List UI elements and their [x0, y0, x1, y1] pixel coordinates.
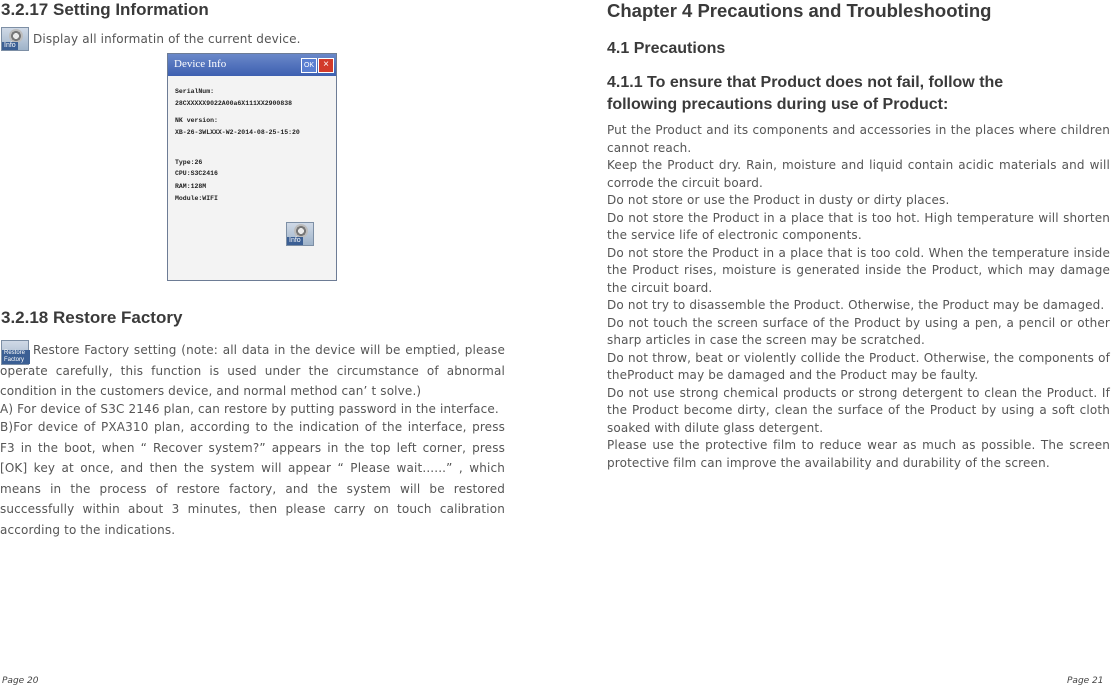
- page-number-right: Page 21: [1067, 676, 1104, 686]
- precaution-item: Keep the Product dry. Rain, moisture and liquid contain acidic materials and will corrode the circuit board.: [607, 158, 1110, 190]
- restore-factory-item-b: B)For device of PXA310 plan, according to the indication of the interface, press F3 in the boot, when “ Recover system?” appears in the top left corner, press [OK] key at once, and then the system will appear “ Please wait......” , which means in the process of restore factory, and the system will be restored successfully within about 3 minutes, then please carry on touch calibration according to the indications.: [0, 420, 505, 537]
- page-number-left: Page 20: [2, 676, 39, 686]
- section-title-setting-information: 3.2.17 Setting Information: [1, 0, 209, 19]
- precaution-item: Do not try to disassemble the Product. Otherwise, the Product may be damaged.: [607, 298, 1105, 312]
- right-page: [607, 0, 1111, 687]
- precaution-item: Do not store or use the Product in dusty or dirty places.: [607, 193, 950, 207]
- dialog-ok-button[interactable]: OK: [301, 58, 317, 73]
- precaution-item: Do not use strong chemical products or strong detergent to clean the Product. If the Product become dirty, clean the surface of the Product by using a soft cloth soaked with dilute glass detergent.: [607, 385, 1110, 435]
- precaution-item: Put the Product and its components and accessories in the places where children cannot reach.: [607, 123, 1110, 155]
- restore-factory-body: Restore Factory setting (note: all data in the device will be emptied, please operate carefully, this function is used under the circumstance of abnormal condition in the customers device, and normal method can’ t solve.): [0, 343, 505, 398]
- dialog-line: NK version:: [175, 117, 218, 124]
- dialog-title: Device Info: [174, 58, 227, 70]
- dialog-line: Module:WIFI: [175, 195, 218, 202]
- dialog-close-button[interactable]: ×: [318, 58, 334, 73]
- dialog-line: SerialNum:: [175, 88, 215, 95]
- dialog-line: Type:26: [175, 159, 203, 166]
- settings-info-icon: Info: [1, 27, 29, 51]
- device-info-dialog: [167, 53, 337, 281]
- restore-factory-icon: Restore Factory: [1, 340, 29, 365]
- dialog-line: RAM:128M: [175, 183, 207, 190]
- subsection-title: 4.1.1 To ensure that Product does not fail, follow the following precautions during use of Product:: [607, 74, 1004, 113]
- dialog-line: CPU:S3C2416: [175, 170, 218, 177]
- precaution-item: Do not throw, beat or violently collide the Product. Otherwise, the components of theProduct may be damaged and the Product may be faulty.: [607, 350, 1110, 382]
- setting-info-description: Display all informatin of the current device.: [33, 32, 301, 46]
- precautions-list: [607, 122, 1110, 472]
- dialog-line: 28CXXXXX9022A00a6X111XX2900838: [175, 100, 293, 107]
- section-title-precautions: 4.1 Precautions: [607, 40, 726, 57]
- precaution-item: Do not store the Product in a place that is too hot. High temperature will shorten the service life of electronic components.: [607, 210, 1110, 242]
- dialog-title-bar: [168, 54, 336, 76]
- restore-factory-item-a: A) For device of S3C 2146 plan, can restore by putting password in the interface.: [0, 402, 499, 416]
- section-title-restore-factory: 3.2.18 Restore Factory: [1, 308, 183, 327]
- precaution-item: Please use the protective film to reduce wear as much as possible. The screen protective film can improve the availability and durability of the screen.: [607, 438, 1110, 470]
- precaution-item: Do not touch the screen surface of the Product by using a pen, a pencil or other sharp articles in case the screen may be scratched.: [607, 315, 1110, 347]
- dialog-info-icon[interactable]: Info: [286, 222, 314, 246]
- precaution-item: Do not store the Product in a place that is too cold. When the temperature inside the Product rises, moisture is generated inside the Product, which may damage the circuit board.: [607, 245, 1110, 295]
- left-page: [0, 0, 506, 687]
- dialog-line: XB-26-3WLXXX-W2-2014-08-25-15:20: [175, 129, 300, 136]
- chapter-title: Chapter 4 Precautions and Troubleshooting: [607, 0, 992, 21]
